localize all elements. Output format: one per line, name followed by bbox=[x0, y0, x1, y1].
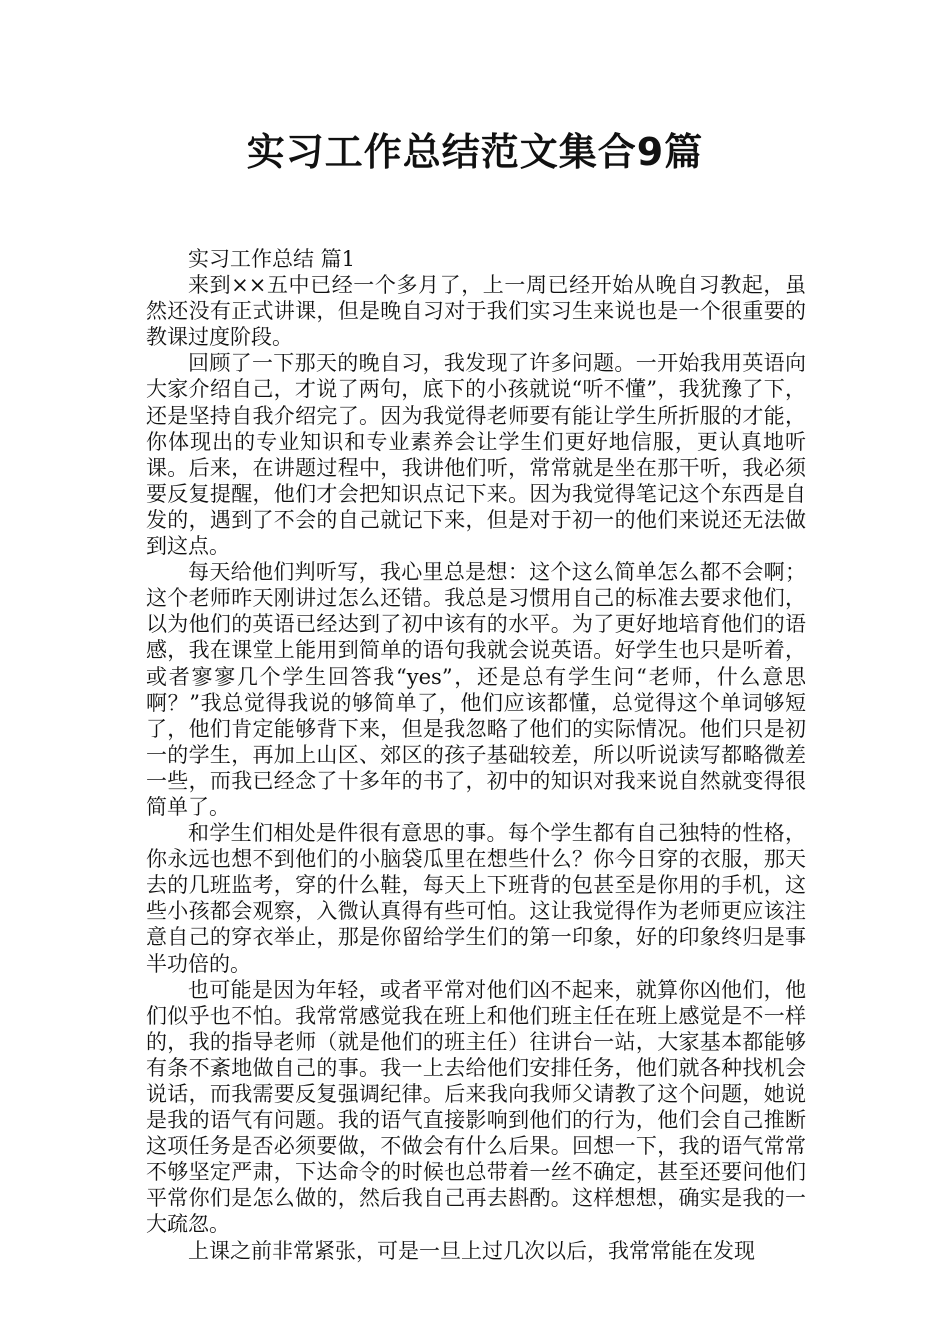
paragraph: 上课之前非常紧张，可是一旦上过几次以后，我常常能在发现 bbox=[188, 1238, 755, 1263]
paragraph: 也可能是因为年轻，或者平常对他们凶不起来，就算你凶他们，他们似乎也不怕。我常常感觉我在班上和他们班主任在班上感觉是不一样的，我的指导老师（就是他们的班主任）往讲台一站，大家基本都能够有条不紊地做自己的事。我一上去给他们安排任务，他们就各种找机会说话，而我需要反复强调纪律。后来我向我师父请教了这个问题，她说是我的语气有问题。我的语气直接影响到他们的行为，他们会自己推断这项任务是否必须要做，不做会有什么后果。回想一下，我的语气常常不够坚定严肃，下达命令的时候也总带着一丝不确定，甚至还要问他们平常你们是怎么做的，然后我自己再去斟酌。这样想想，确实是我的一大疏忽。 bbox=[146, 977, 806, 1237]
paragraph: 每天给他们判听写，我心里总是想：这个这么简单怎么都不会啊；这个老师昨天刚讲过怎么还错。我总是习惯用自己的标准去要求他们，以为他们的英语已经达到了初中该有的水平。为了更好地培育他们的语感，我在课堂上能用到简单的语句我就会说英语。好学生也只是听着，或者寥寥几个学生回答我“yes”，还是总有学生问“老师，什么意思啊？”我总觉得我说的够简单了，他们应该都懂，总觉得这个单词够短了，他们肯定能够背下来，但是我忽略了他们的实际情况。他们只是初一的学生，再加上山区、郊区的孩子基础较差，所以听说读写都略微差一些，而我已经念了十多年的书了，初中的知识对我来说自然就变得很简单了。 bbox=[146, 560, 806, 819]
document-title: 实习工作总结范文集合9篇 bbox=[246, 130, 704, 174]
document-body bbox=[146, 246, 806, 1264]
paragraph: 回顾了一下那天的晚自习，我发现了许多问题。一开始我用英语向大家介绍自己，才说了两句，底下的小孩就说“听不懂”，我犹豫了下，还是坚持自我介绍完了。因为我觉得老师要有能让学生所折服的才能，你体现出的专业知识和专业素养会让学生们更好地信服，更认真地听课。后来，在讲题过程中，我讲他们听，常常就是坐在那干听，我必须要反复提醒，他们才会把知识点记下来。因为我觉得笔记这个东西是自发的，遇到了不会的自己就记下来，但是对于初一的他们来说还无法做到这点。 bbox=[146, 351, 806, 559]
paragraph: 和学生们相处是件很有意思的事。每个学生都有自己独特的性格，你永远也想不到他们的小脑袋瓜里在想些什么？你今日穿的衣服，那天去的几班监考，穿的什么鞋，每天上下班背的包甚至是你用的手机，这些小孩都会观察，入微认真得有些可怕。这让我觉得作为老师更应该注意自己的穿衣举止，那是你留给学生们的第一印象，好的印象终归是事半功倍的。 bbox=[146, 821, 806, 976]
section-heading: 实习工作总结 篇1 bbox=[188, 247, 356, 271]
paragraph: 来到××五中已经一个多月了，上一周已经开始从晚自习教起，虽然还没有正式讲课，但是晚自习对于我们实习生来说也是一个很重要的教课过度阶段。 bbox=[146, 273, 806, 350]
